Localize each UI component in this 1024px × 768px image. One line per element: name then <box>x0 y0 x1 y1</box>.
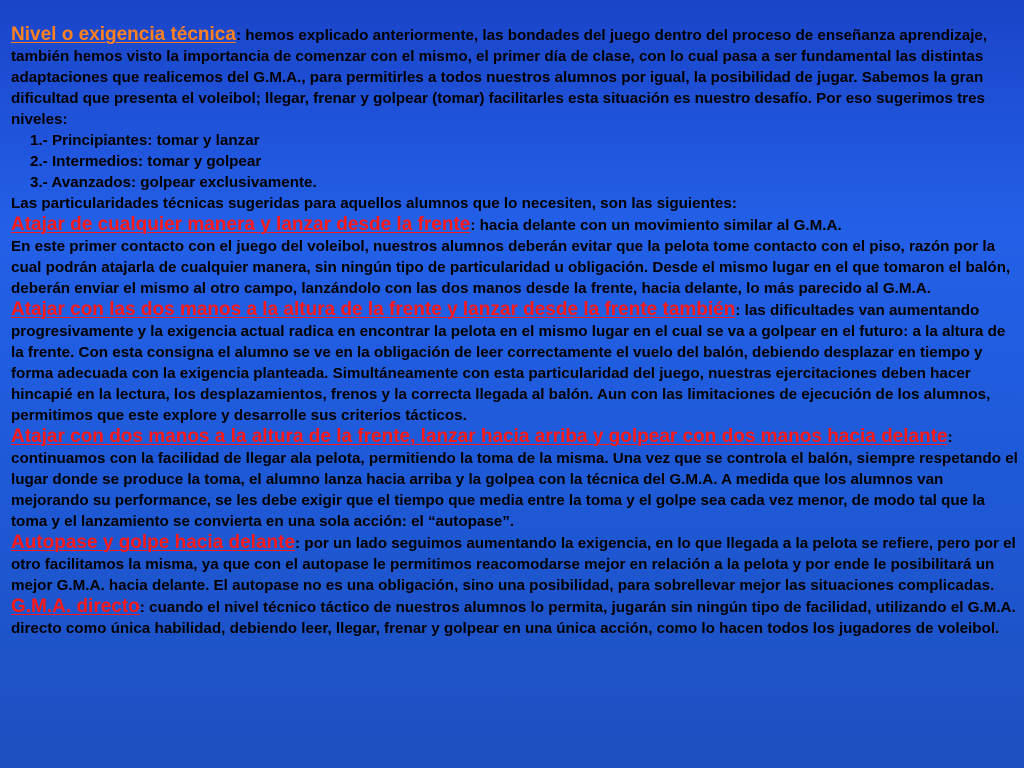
level-item-1: 1.- Principiantes: tomar y lanzar <box>30 132 260 149</box>
section-5-paragraph <box>11 596 1019 639</box>
section-5-heading: G.M.A. directo <box>11 596 140 617</box>
level-item-3: 3.- Avanzados: golpear exclusivamente. <box>30 174 317 191</box>
section-2-paragraph <box>11 299 1019 426</box>
section-3-heading: Atajar con dos manos a la altura de la frente, lanzar hacia arriba y golpear con dos manos hacia delante <box>11 426 948 447</box>
section-3-paragraph <box>11 426 1019 532</box>
section-4-lead: : por un lado seguimos aumentando la exigencia, en lo que llegada a la pelota se refiere, pero por el otro facilitamos la misma, ya que con el autopase le permitimos reacomodarse mejor en relación a la pelota y por ende le posibilitará un mejor G.M.A. hacia delante. El autopase no es una obligación, sino una posibilidad, para sobrellevar mejor las situaciones complicadas. <box>11 535 1016 594</box>
section-2-heading: Atajar con las dos manos a la altura de la frente y lanzar desde la frente también <box>11 299 736 320</box>
intro-text: : hemos explicado anteriormente, las bondades del juego dentro del proceso de enseñanza aprendizaje, también hemos visto la importancia de comenzar con el mismo, el primer día de clase, con lo cual pasa a ser fundamental las distintas adaptaciones que realicemos del G.M.A., para permitirles a todos nuestros alumnos por igual, la posibilidad de jugar. Sabemos la gran dificultad que presenta el voleibol; llegar, frenar y golpear (tomar) facilitarles esta situación es nuestro desafío. Por eso sugerimos tres niveles: <box>11 27 988 128</box>
section-5-lead: : cuando el nivel técnico táctico de nuestros alumnos lo permita, jugarán sin ningún tipo de facilidad, utilizando el G.M.A. directo como única habilidad, debiendo leer, llegar, frenar y golpear en una única acción, como lo hacen todos los jugadores de voleibol. <box>11 599 1016 637</box>
section-4-paragraph <box>11 532 1019 596</box>
section-2-lead: : las dificultades van aumentando progresivamente y la exigencia actual radica en encontrar la pelota en el mismo lugar en el cual se va a golpear en el futuro: a la altura de la frente. Con esta consigna el alumno se ve en la obligación de leer correctamente el vuelo del balón, debiendo desplazar en tiempo y forma adecuada con la exigencia planteada. Simultáneamente con esta particularidad del juego, nuestras ejercitaciones deben hacer hincapié en la lectura, los desplazamientos, frenos y la correcta llegada al balón. Aun con las limitaciones de ejecución de los alumnos, permitimos que este explore y desarrolle sus criterios tácticos. <box>11 302 1006 424</box>
level-item-2: 2.- Intermedios: tomar y golpear <box>30 153 262 170</box>
section-1-heading: Atajar de cualquier manera y lanzar desde la frente <box>11 214 471 235</box>
intro-heading: Nivel o exigencia técnica <box>11 24 236 45</box>
section-1-body: En este primer contacto con el juego del voleibol, nuestros alumnos deberán evitar que la pelota tome contacto con el piso, razón por la cual podrán atajarla de cualquier manera, sin ningún tipo de particularidad u obligación. Desde el mismo lugar en el que tomaron el balón, deberán enviar el mismo al otro campo, lanzándolo con las dos manos desde la frente, hacia delante, lo más parecido al G.M.A. <box>11 238 1011 297</box>
section-4-heading: Autopase y golpe hacia delante <box>11 532 296 553</box>
section-1-paragraph <box>11 214 1019 236</box>
section-1-lead: : hacia delante con un movimiento similar al G.M.A. <box>470 217 842 234</box>
particularities-line: Las particularidades técnicas sugeridas para aquellos alumnos que lo necesiten, son las siguientes: <box>11 195 737 212</box>
slide-content <box>11 24 1019 639</box>
intro-paragraph <box>11 24 1019 130</box>
section-3-lead: : continuamos con la facilidad de llegar ala pelota, permitiendo la toma de la misma. Una vez que se controla el balón, siempre respetando el lugar donde se produce la toma, el alumno lanza hacia arriba y la golpea con la técnica del G.M.A. A medida que los alumnos van mejorando su performance, se les debe exigir que el tiempo que media entre la toma y el golpe sea cada vez menor, de modo tal que la toma y el lanzamiento se convierta en una sola acción: el “autopase”. <box>11 429 1018 530</box>
